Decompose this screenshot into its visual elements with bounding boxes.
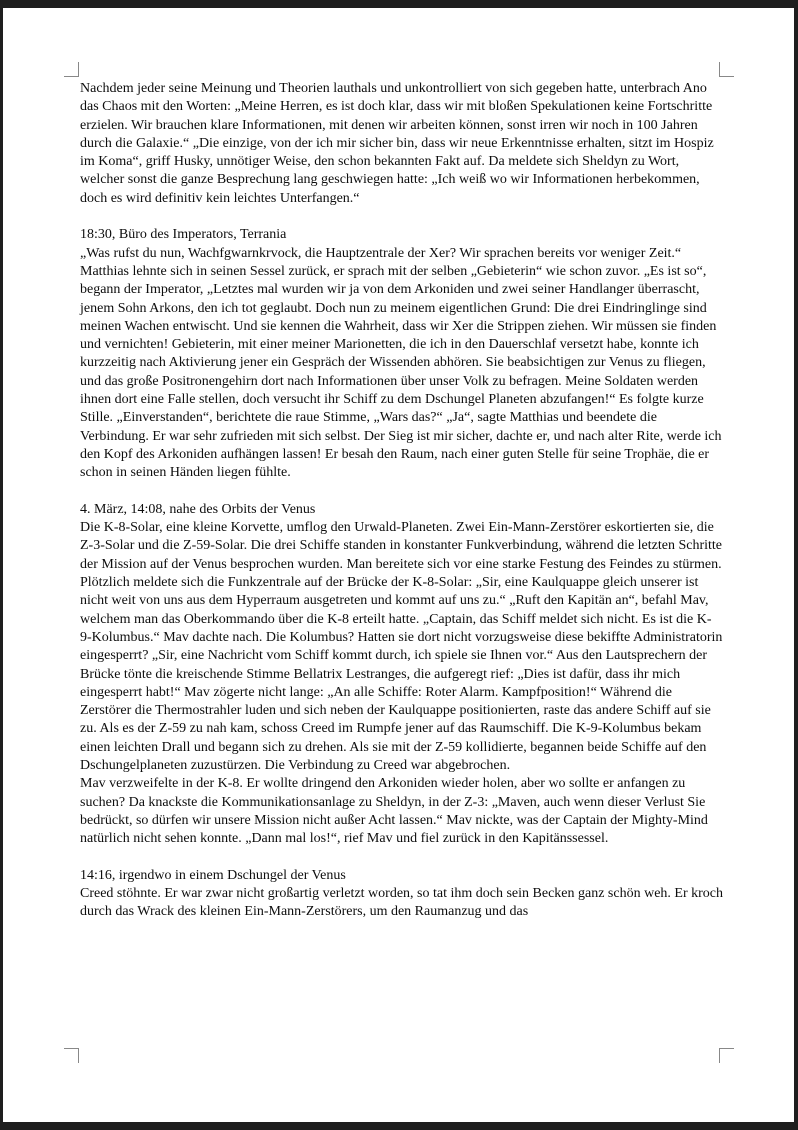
section-intro xyxy=(80,80,723,208)
paragraph: Die K-8-Solar, eine kleine Korvette, umflog den Urwald-Planeten. Zwei Ein-Mann-Zerstörer eskortierten sie, die Z-3-Solar und die Z-59-Solar. Die drei Schiffe standen in konstanter Funkverbindung, während die letzten Schritte der Mission auf der Venus besprochen wurden. Man bereitete sich vor eine starke Festung des Feindes zu stürmen. xyxy=(80,520,723,572)
section-imperator-office xyxy=(80,226,723,482)
section-heading: 14:16, irgendwo in einem Dschungel der Venus xyxy=(80,867,346,883)
crop-mark-top-left-icon xyxy=(64,62,79,77)
section-venus-orbit xyxy=(80,501,723,849)
crop-mark-top-right-icon xyxy=(719,62,734,77)
paragraph: Mav verzweifelte in der K-8. Er wollte dringend den Arkoniden wieder holen, aber wo sollte er anfangen zu suchen? Da knackste die Kommunikationsanlage zu Sheldyn, in der Z-3: „Maven, auch wenn dieser Verlust Sie bedrückt, so dürfen wir unsere Mission nicht außer Acht lassen.“ Mav nickte, was der Captain der Mighty-Mind natürlich nicht sehen konnte. „Dann mal los!“, rief Mav und fiel zurück in den Kapitänssessel. xyxy=(80,776,708,847)
paragraph: Nachdem jeder seine Meinung und Theorien lauthals und unkontrolliert von sich gegeben hatte, unterbrach Ano das Chaos mit den Worten: „Meine Herren, es ist doch klar, dass wir mit bloßen Spekulationen keine Fortschritte erzielen. Wir brauchen klare Informationen, mit denen wir arbeiten können, sonst irren wir noch in 100 Jahren durch die Galaxie.“ „Die einzige, von der ich mir sicher bin, dass wir neue Erkenntnisse erhalten, sitzt im Hospiz im Koma“, griff Husky, unnötiger Weise, den schon bekannten Fakt auf. Da meldete sich Sheldyn zu Wort, welcher sonst die ganze Besprechung lang geschwiegen hatte: „Ich weiß wo wir Informationen herbekommen, doch es wird definitiv kein leichtes Unterfangen.“ xyxy=(80,81,714,206)
section-heading: 18:30, Büro des Imperators, Terrania xyxy=(80,227,287,243)
paragraph: Creed stöhnte. Er war zwar nicht großartig verletzt worden, so tat ihm doch sein Becken ganz schön weh. Er kroch durch das Wrack des kleinen Ein-Mann-Zerstörers, um den Raumanzug und das xyxy=(80,886,724,920)
document-page xyxy=(3,8,794,1122)
crop-mark-bottom-left-icon xyxy=(64,1048,79,1063)
text-body xyxy=(80,80,723,922)
paragraph: „Was rufst du nun, Wachfgwarnkrvock, die Hauptzentrale der Xer? Wir sprachen bereits vor weniger Zeit.“ Matthias lehnte sich in seinen Sessel zurück, er sprach mit der selben „Gebieterin“ wie schon zuvor. „Es ist so“, begann der Imperator, „Letztes mal wurden wir ja von dem Arkoniden und zwei seiner Handlanger überrascht, jenem Sohn Arkons, den ich tot geglaubt. Doch nun zu meinem eigentlichen Grund: Die drei Eindringlinge sind meinen Wachen entwischt. Und sie kennen die Wahrheit, dass wir Xer die Strippen ziehen. Wir müssen sie finden und vernichten! Gebieterin, mit einer meiner Marionetten, die ich in den Dauerschlaf versetzt habe, konnte ich kurzzeitig nach Aktivierung jener ein Gespräch der Wissenden abhören. Sie beabsichtigen zur Venus zu fliegen, und das große Positronengehirn dort nach Informationen über unser Volk zu befragen. Meine Soldaten werden ihnen dort eine Falle stellen, doch versucht ihr Schiff zu dem Dschungel Planeten abzufangen!“ Es folgte kurze Stille. „Einverstanden“, berichtete die raue Stimme, „Wars das?“ „Ja“, sagte Matthias und beendete die Verbindung. Er war sehr zufrieden mit sich selbst. Der Sieg ist mir sicher, dachte er, und nach alter Rite, werde ich den Kopf des Arkoniden aufhängen lassen! Er besah den Raum, nach einer guten Stelle für seine Trophäe, die er schon in seinen Händen liegen fühlte. xyxy=(80,245,722,481)
section-venus-jungle xyxy=(80,867,723,922)
section-heading: 4. März, 14:08, nahe des Orbits der Venus xyxy=(80,501,316,517)
paragraph: Plötzlich meldete sich die Funkzentrale auf der Brücke der K-8-Solar: „Sir, eine Kaulquappe gleich unserer ist nicht weit von uns aus dem Hyperraum ausgetreten und kommt auf uns zu.“ „Ruft den Kapitän an“, befahl Mav, welchem man das Oberkommando über die K-8 erteilt hatte. „Captain, das Schiff meldet sich nicht. Es ist die K-9-Kolumbus.“ Mav dachte nach. Die Kolumbus? Hatten sie dort nicht vorzugsweise diese bekiffte Administratorin eingesperrt? „Sir, eine Nachricht vom Schiff kommt durch, ich spiele sie Ihnen vor.“ Aus den Lautsprechern der Brücke tönte die kreischende Stimme Bellatrix Lestranges, die aufgeregt rief: „Dies ist dafür, dass ihr mich eingesperrt habt!“ Mav zögerte nicht lange: „An alle Schiffe: Roter Alarm. Kampfposition!“ Während die Zerstörer die Thermostrahler luden und sich neben der Kaulquappe positionierten, raste das andere Schiff auf sie zu. Als es der Z-59 zu nah kam, schoss Creed im Rumpfe jener auf das Raumschiff. Die K-9-Kolumbus bekam einen leichten Drall und begann sich zu drehen. Als sie mit der Z-59 kollidierte, begannen beide Schiffe auf den Dschungelplaneten zuzustürzen. Die Verbindung zu Creed war abgebrochen. xyxy=(80,575,723,773)
crop-mark-bottom-right-icon xyxy=(719,1048,734,1063)
